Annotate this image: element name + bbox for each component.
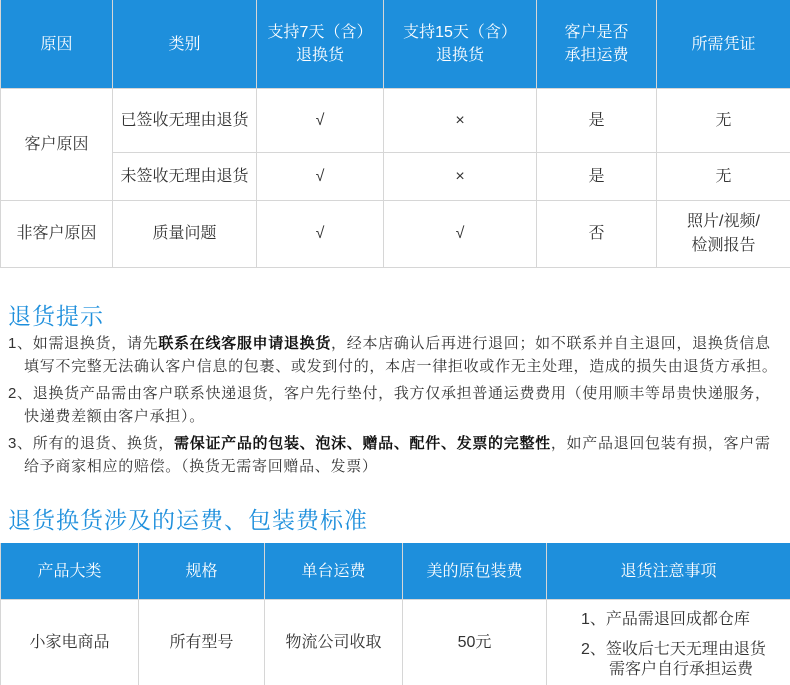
proof-line: 检测报告	[691, 237, 756, 254]
tip-emphasis: 需保证产品的包装、泡沫、赠品、配件、发票的完整性	[174, 435, 551, 452]
seven-day-support-mark: √	[257, 153, 384, 201]
tip-text: ，经本店确认后再进行退回；如不联系并自主退回，退换货信息	[331, 335, 771, 352]
tip-item-3	[8, 432, 790, 478]
table-row	[1, 201, 790, 268]
note-line-continuation: 需客户自行承担运费	[609, 661, 754, 678]
header-reason-label: 原因	[40, 35, 73, 53]
header-reason	[1, 0, 113, 89]
header-proof-label: 所需凭证	[691, 35, 756, 53]
tips-section-title: 退货提示	[8, 303, 104, 329]
header-category	[113, 0, 257, 89]
tip-line	[8, 432, 790, 455]
tip-line-continuation: 快递费差额由客户承担）。	[24, 408, 205, 425]
proof-cell	[657, 89, 790, 153]
tip-line	[8, 332, 790, 355]
header-seven-day-return	[257, 0, 384, 89]
reason-customer-cell: 客户原因	[1, 89, 113, 201]
return-note-1	[581, 610, 790, 630]
fees-section-title: 退货换货涉及的运费、包装费标准	[8, 507, 368, 533]
tip-text: 3、所有的退货、换货，	[8, 435, 175, 452]
table-row	[1, 89, 790, 153]
proof-line: 无	[715, 167, 732, 185]
tip-emphasis: 联系在线客服申请退换货	[158, 335, 332, 352]
table-row	[1, 600, 790, 685]
note-line: 2、签收后七天无理由退货	[581, 641, 766, 658]
tip-line	[8, 382, 790, 405]
packaging-fee-cell: 50元	[403, 600, 547, 685]
return-notes-cell	[547, 600, 790, 685]
header-return-notes: 退货注意事项	[547, 543, 790, 600]
tip-line-continuation: 给予商家相应的赔偿。（换货无需寄回赠品、发票）	[24, 458, 378, 475]
tip-text: 2、退换货产品需由客户联系快递退货，客户先行垫付，我方仅承担普通运费费用（使用顺丰等昂贵快递服务，	[8, 385, 771, 402]
header-required-proof	[657, 0, 790, 89]
proof-line: 照片/视频/	[687, 213, 760, 230]
note-line: 1、产品需退回成都仓库	[581, 611, 750, 628]
tip-text: 1、如需退换货，请先	[8, 335, 159, 352]
seven-day-support-mark: √	[257, 201, 384, 268]
seven-day-support-mark: √	[257, 89, 384, 153]
header-fifteen-day-line2: 退换货	[435, 47, 484, 64]
table-row	[1, 153, 790, 201]
header-product-category: 产品大类	[1, 543, 139, 600]
tip-text: ，如产品退回包装有损，客户需	[550, 435, 771, 452]
shipping-fee-cell: 物流公司收取	[265, 600, 403, 685]
header-spec: 规格	[139, 543, 265, 600]
header-shipping-fee: 单台运费	[265, 543, 403, 600]
category-cell: 未签收无理由退货	[113, 153, 257, 201]
return-policy-table	[0, 0, 790, 268]
category-cell: 已签收无理由退货	[113, 89, 257, 153]
fees-table	[0, 543, 790, 685]
reason-non-customer-cell: 非客户原因	[1, 201, 113, 268]
tips-list	[8, 332, 790, 478]
customer-pays-shipping-cell: 否	[537, 201, 657, 268]
proof-cell	[657, 153, 790, 201]
tip-item-2	[8, 382, 790, 428]
spec-cell: 所有型号	[139, 600, 265, 685]
proof-line: 无	[715, 111, 732, 129]
fees-header-row	[1, 543, 790, 600]
customer-pays-shipping-cell: 是	[537, 89, 657, 153]
return-policy-header-row	[1, 0, 790, 89]
header-fifteen-day-return	[384, 0, 537, 89]
return-note-2	[581, 640, 790, 680]
tip-item-1	[8, 332, 790, 378]
header-seven-day-line1: 支持7天（含）	[267, 24, 373, 41]
header-packaging-fee: 美的原包装费	[403, 543, 547, 600]
customer-pays-shipping-cell: 是	[537, 153, 657, 201]
category-cell: 质量问题	[113, 201, 257, 268]
header-customer-shipping	[537, 0, 657, 89]
tip-line-continuation: 填写不完整无法确认客户信息的包裹、或发到付的，本店一律拒收或作无主处理，造成的损失由退货方承担。	[24, 358, 778, 375]
header-shipping-line2: 承担运费	[564, 47, 629, 64]
proof-cell	[657, 201, 790, 268]
fifteen-day-support-mark: ×	[384, 153, 537, 201]
header-fifteen-day-line1: 支持15天（含）	[403, 24, 517, 41]
fifteen-day-support-mark: √	[384, 201, 537, 268]
header-shipping-line1: 客户是否	[564, 24, 629, 41]
fifteen-day-support-mark: ×	[384, 89, 537, 153]
header-seven-day-line2: 退换货	[295, 47, 344, 64]
product-category-cell: 小家电商品	[1, 600, 139, 685]
header-category-label: 类别	[168, 35, 201, 53]
